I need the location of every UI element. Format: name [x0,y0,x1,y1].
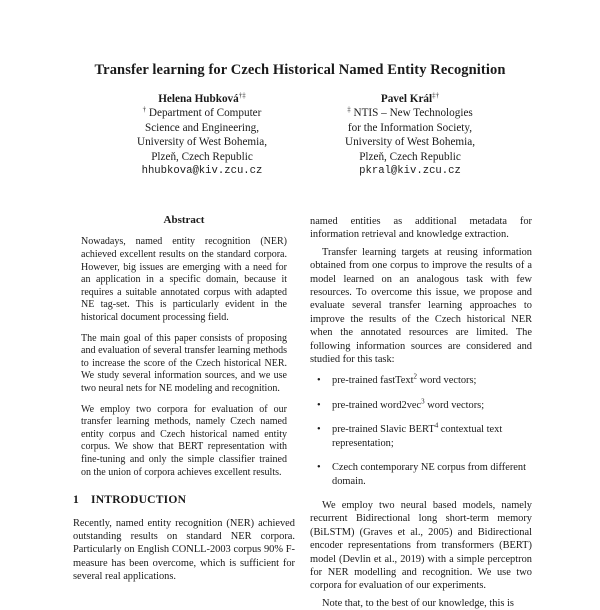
author-name: Helena Hubková [158,93,239,105]
affiliation-line: University of West Bohemia, [136,136,267,149]
footnote-marker[interactable]: 3 [421,397,425,406]
section-title: INTRODUCTION [91,493,187,507]
affiliation-line: Plzeň, Czech Republic [359,150,461,163]
footnote-marker[interactable]: 2 [413,373,417,381]
list-item [317,461,532,488]
affiliation-sup: † [142,105,147,114]
right-column [310,215,532,610]
list-item-text: Czech contemporary NE corpus from different domain. [332,462,526,487]
list-item-text-rest: contextual text representation; [332,424,503,449]
section-number: 1 [73,493,79,507]
list-item-text: pre-trained Slavic BERT [332,424,435,436]
affiliation-line: Science and Engineering, [144,121,259,134]
list-item [317,397,532,412]
continuation-paragraph: named entities as additional metadata for information retrieval and knowledge extraction. [310,216,532,241]
information-sources-list [310,374,532,487]
affiliation-sup: ‡ [347,105,351,114]
intro-paragraph: Recently, named entity recognition (NER) achieved outstanding results on standard NER corpora. Particularly on English CONLL-2003 corpus 90% F-measure has been overcome, which is sufficient for several real applications. [73,517,295,583]
author-email[interactable]: pkral@kiv.zcu.cz [359,165,461,178]
list-item-text-rest: word vectors; [424,399,485,411]
affiliation-line: for the Information Society, [347,121,473,134]
body-paragraph: Note that, to the best of our knowledge, this is [322,597,514,609]
bullet-icon: • [317,462,321,474]
abstract-heading: Abstract [163,214,205,226]
bullet-icon: • [317,399,321,411]
body-paragraph: Transfer learning targets at reusing information obtained from one corpus to improve the results of a model learned on an analogous task with few resources. To overcome this issue, we propose and evaluate several transfer learning approaches to improve the results of the Czech historical NER when the annotated resources are limited. The following information sources are considered and studied for this task: [310,246,532,366]
abstract-paragraph: We employ two corpora for evaluation of our transfer learning methods, namely Czech named entity corpus and Czech historical named entity corpus. We show that BERT representation with fine-tuning and only the simple classifier trained on the union of corpora achieves excellent results. [81,403,287,478]
abstract-paragraph: The main goal of this paper consists of proposing and evaluation of several transfer learning methods to increase the score of the Czech historical NER. We study several information sources, and we use two neural nets for NE modeling and recognition. [81,332,287,394]
author-name-sup: †‡ [238,91,246,100]
section-heading-introduction [73,493,295,506]
affiliation-line: University of West Bohemia, [344,136,475,149]
left-column [73,214,295,584]
list-item-text-rest: word vectors; [417,375,477,387]
list-item [317,421,532,450]
list-item-text: pre-trained word2vec [332,399,422,411]
bullet-icon: • [317,375,321,387]
abstract-paragraph: Nowadays, named entity recognition (NER) achieved excellent results on the standard corpora. However, big issues are emerging with a need for an application in a specific domain, because it requires a suitable annotated corpus with adapted NE tag-set. This is particularly evident in the historical document processing field. [81,236,287,323]
list-item [317,373,532,387]
affiliation-line: Plzeň, Czech Republic [151,150,253,163]
author-block-kral [300,92,520,178]
list-item-text: pre-trained fastText [332,375,414,387]
author-name: Pavel Král [380,93,433,105]
affiliation-line: Department of Computer [148,107,262,120]
author-name-sup: ‡† [432,91,440,100]
bullet-icon: • [317,424,321,436]
author-block-hubkova [92,92,312,178]
footnote-marker[interactable]: 4 [434,421,439,430]
affiliation-line: NTIS – New Technologies [353,107,473,120]
author-email[interactable]: hhubkova@kiv.zcu.cz [141,165,263,178]
body-paragraph: We employ two neural based models, namely recurrent Bidirectional long short-term memory (BiLSTM) (Graves et al., 2005) and Bidirectional encoder representations from transformers (BERT) model (Devlin et al., 2019) with a simple perceptron for NER modelling and recognition. We use two corpora for evaluation of our experiments. [310,499,532,592]
paper-title: Transfer learning for Czech Historical Named Entity Recognition [94,62,506,78]
